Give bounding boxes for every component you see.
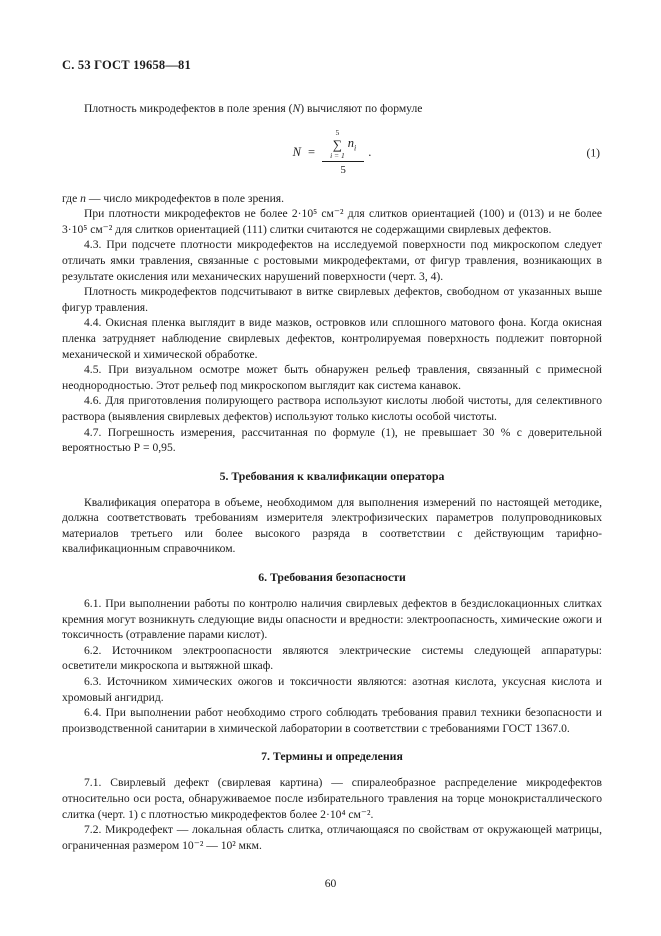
paragraph-7-2: 7.2. Микродефект — локальная область слитка, отличающаяся по свойствам от окружающей матрицы, ограниченная размером 10⁻² — 10² мкм. bbox=[62, 823, 602, 852]
sum-upper-limit: 5 bbox=[335, 128, 340, 138]
paragraph-7-1: 7.1. Свирлевый дефект (свирлевая картина) — спиралеобразное распределение микродефектов относительно оси роста, обнаруживаемое после избирательного травления на торце монокристаллического слитка (черт. 1) с плотностью микродефектов более 2·10⁴ см⁻². bbox=[62, 776, 602, 821]
running-header: С. 53 ГОСТ 19658—81 bbox=[62, 58, 191, 72]
paragraph-4-3: 4.3. При подсчете плотности микродефектов на исследуемой поверхности под микроскопом следует отличать ямки травления, связанные с ростовыми микродефектами, от фигур травления, возникающих в результате окисления или механических нарушений поверхности (черт. 3, 4). bbox=[62, 238, 602, 283]
summand bbox=[348, 136, 356, 153]
paragraph-6-2: 6.2. Источником электроопасности являются электрические системы следующей аппаратуры: осветители микроскопа и вытяжной шкаф. bbox=[62, 643, 602, 673]
fraction bbox=[322, 129, 364, 176]
formula-variable: N bbox=[292, 102, 301, 115]
section-5-title: 5. Требования к квалификации оператора bbox=[219, 468, 445, 483]
paragraph-4-3-note: Плотность микродефектов подсчитывают в витке свирлевых дефектов, свободном от указанных выше фигур травления. bbox=[62, 285, 602, 314]
formula-lhs: N bbox=[292, 145, 301, 160]
summand-base: n bbox=[347, 135, 354, 150]
equation-number: (1) bbox=[586, 146, 600, 160]
page-content bbox=[62, 58, 602, 853]
paragraph-4-6: 4.6. Для приготовления полирующего раствора используют кислоты любой чистоты, для селективного раствора (выявления свирлевых дефектов) используют только кислоты особой чистоты. bbox=[62, 394, 602, 423]
formula-variable: n bbox=[80, 191, 86, 205]
where-clause bbox=[62, 191, 602, 207]
sum-lower-limit: i = 1 bbox=[330, 150, 345, 160]
section-6-title: 6. Требования безопасности bbox=[258, 570, 406, 585]
text-run: Плотность микродефектов в поле зрения ( bbox=[84, 102, 293, 115]
text-run: где bbox=[62, 191, 81, 205]
paragraph-4-7: 4.7. Погрешность измерения, рассчитанная по формуле (1), не превышает 30 % с доверительной вероятностью Р = 0,95. bbox=[62, 425, 602, 455]
fraction-denominator: 5 bbox=[340, 164, 346, 177]
text-run: — число микродефектов в поле зрения. bbox=[85, 191, 285, 205]
sigma-icon: ∑ bbox=[332, 136, 343, 152]
paragraph-6-4: 6.4. При выполнении работ необходимо строго соблюдать требования правил техники безопасности и производственной санитарии в химической лаборатории в соответствии с требованиями ГОСТ 1367.0. bbox=[62, 706, 602, 735]
paragraph-6-3: 6.3. Источником химических ожогов и токсичности являются: азотная кислота, уксусная кислота и хромовый ангидрид. bbox=[62, 675, 602, 704]
paragraph-5-1: Квалификация оператора в объеме, необходимом для выполнения измерений по настоящей методике, должна соответствовать требованиям измерителя электрофизических параметров полупроводниковых материалов третьего или более высокого разряда в соответствии с действующим тарифно-квалификационным справочником. bbox=[62, 495, 602, 556]
page-number: 60 bbox=[324, 877, 337, 890]
formula-block bbox=[62, 127, 602, 179]
fraction-numerator bbox=[322, 129, 364, 161]
formula bbox=[293, 129, 372, 176]
formula-punctuation: . bbox=[368, 145, 372, 160]
summation bbox=[330, 129, 345, 159]
paragraph-density-limits: При плотности микродефектов не более 2·10⁵ см⁻² для слитков ориентацией (100) и (013) и не более 3·10⁵ см⁻² для слитков ориентацией (111) слитки считаются не содержащими свирлевых дефектов. bbox=[62, 207, 602, 236]
paragraph-4-4: 4.4. Окисная пленка выглядит в виде мазков, островков или сплошного матового фона. Когда окисная пленка затрудняет наблюдение свирлевых дефектов, контролируемая поверхность подлежит повторной механической и химической обработке. bbox=[62, 316, 602, 361]
summand-subscript: i bbox=[353, 143, 357, 153]
text-run: ) вычисляют по формуле bbox=[300, 102, 423, 115]
paragraph-4-5: 4.5. При визуальном осмотре может быть обнаружен рельеф травления, связанный с примесной неоднородностью. Этот рельеф под микроскопом выглядит как система канавок. bbox=[62, 363, 602, 392]
intro-paragraph bbox=[62, 101, 602, 117]
paragraph-6-1: 6.1. При выполнении работы по контролю наличия свирлевых дефектов в бездислокационных слитках кремния могут возникнуть следующие виды опасности и вредности: электроопасность, химические ожоги и токсичность (отравление парами кислот). bbox=[62, 597, 602, 642]
equals-sign: = bbox=[308, 145, 316, 160]
section-7-title: 7. Термины и определения bbox=[261, 749, 403, 764]
